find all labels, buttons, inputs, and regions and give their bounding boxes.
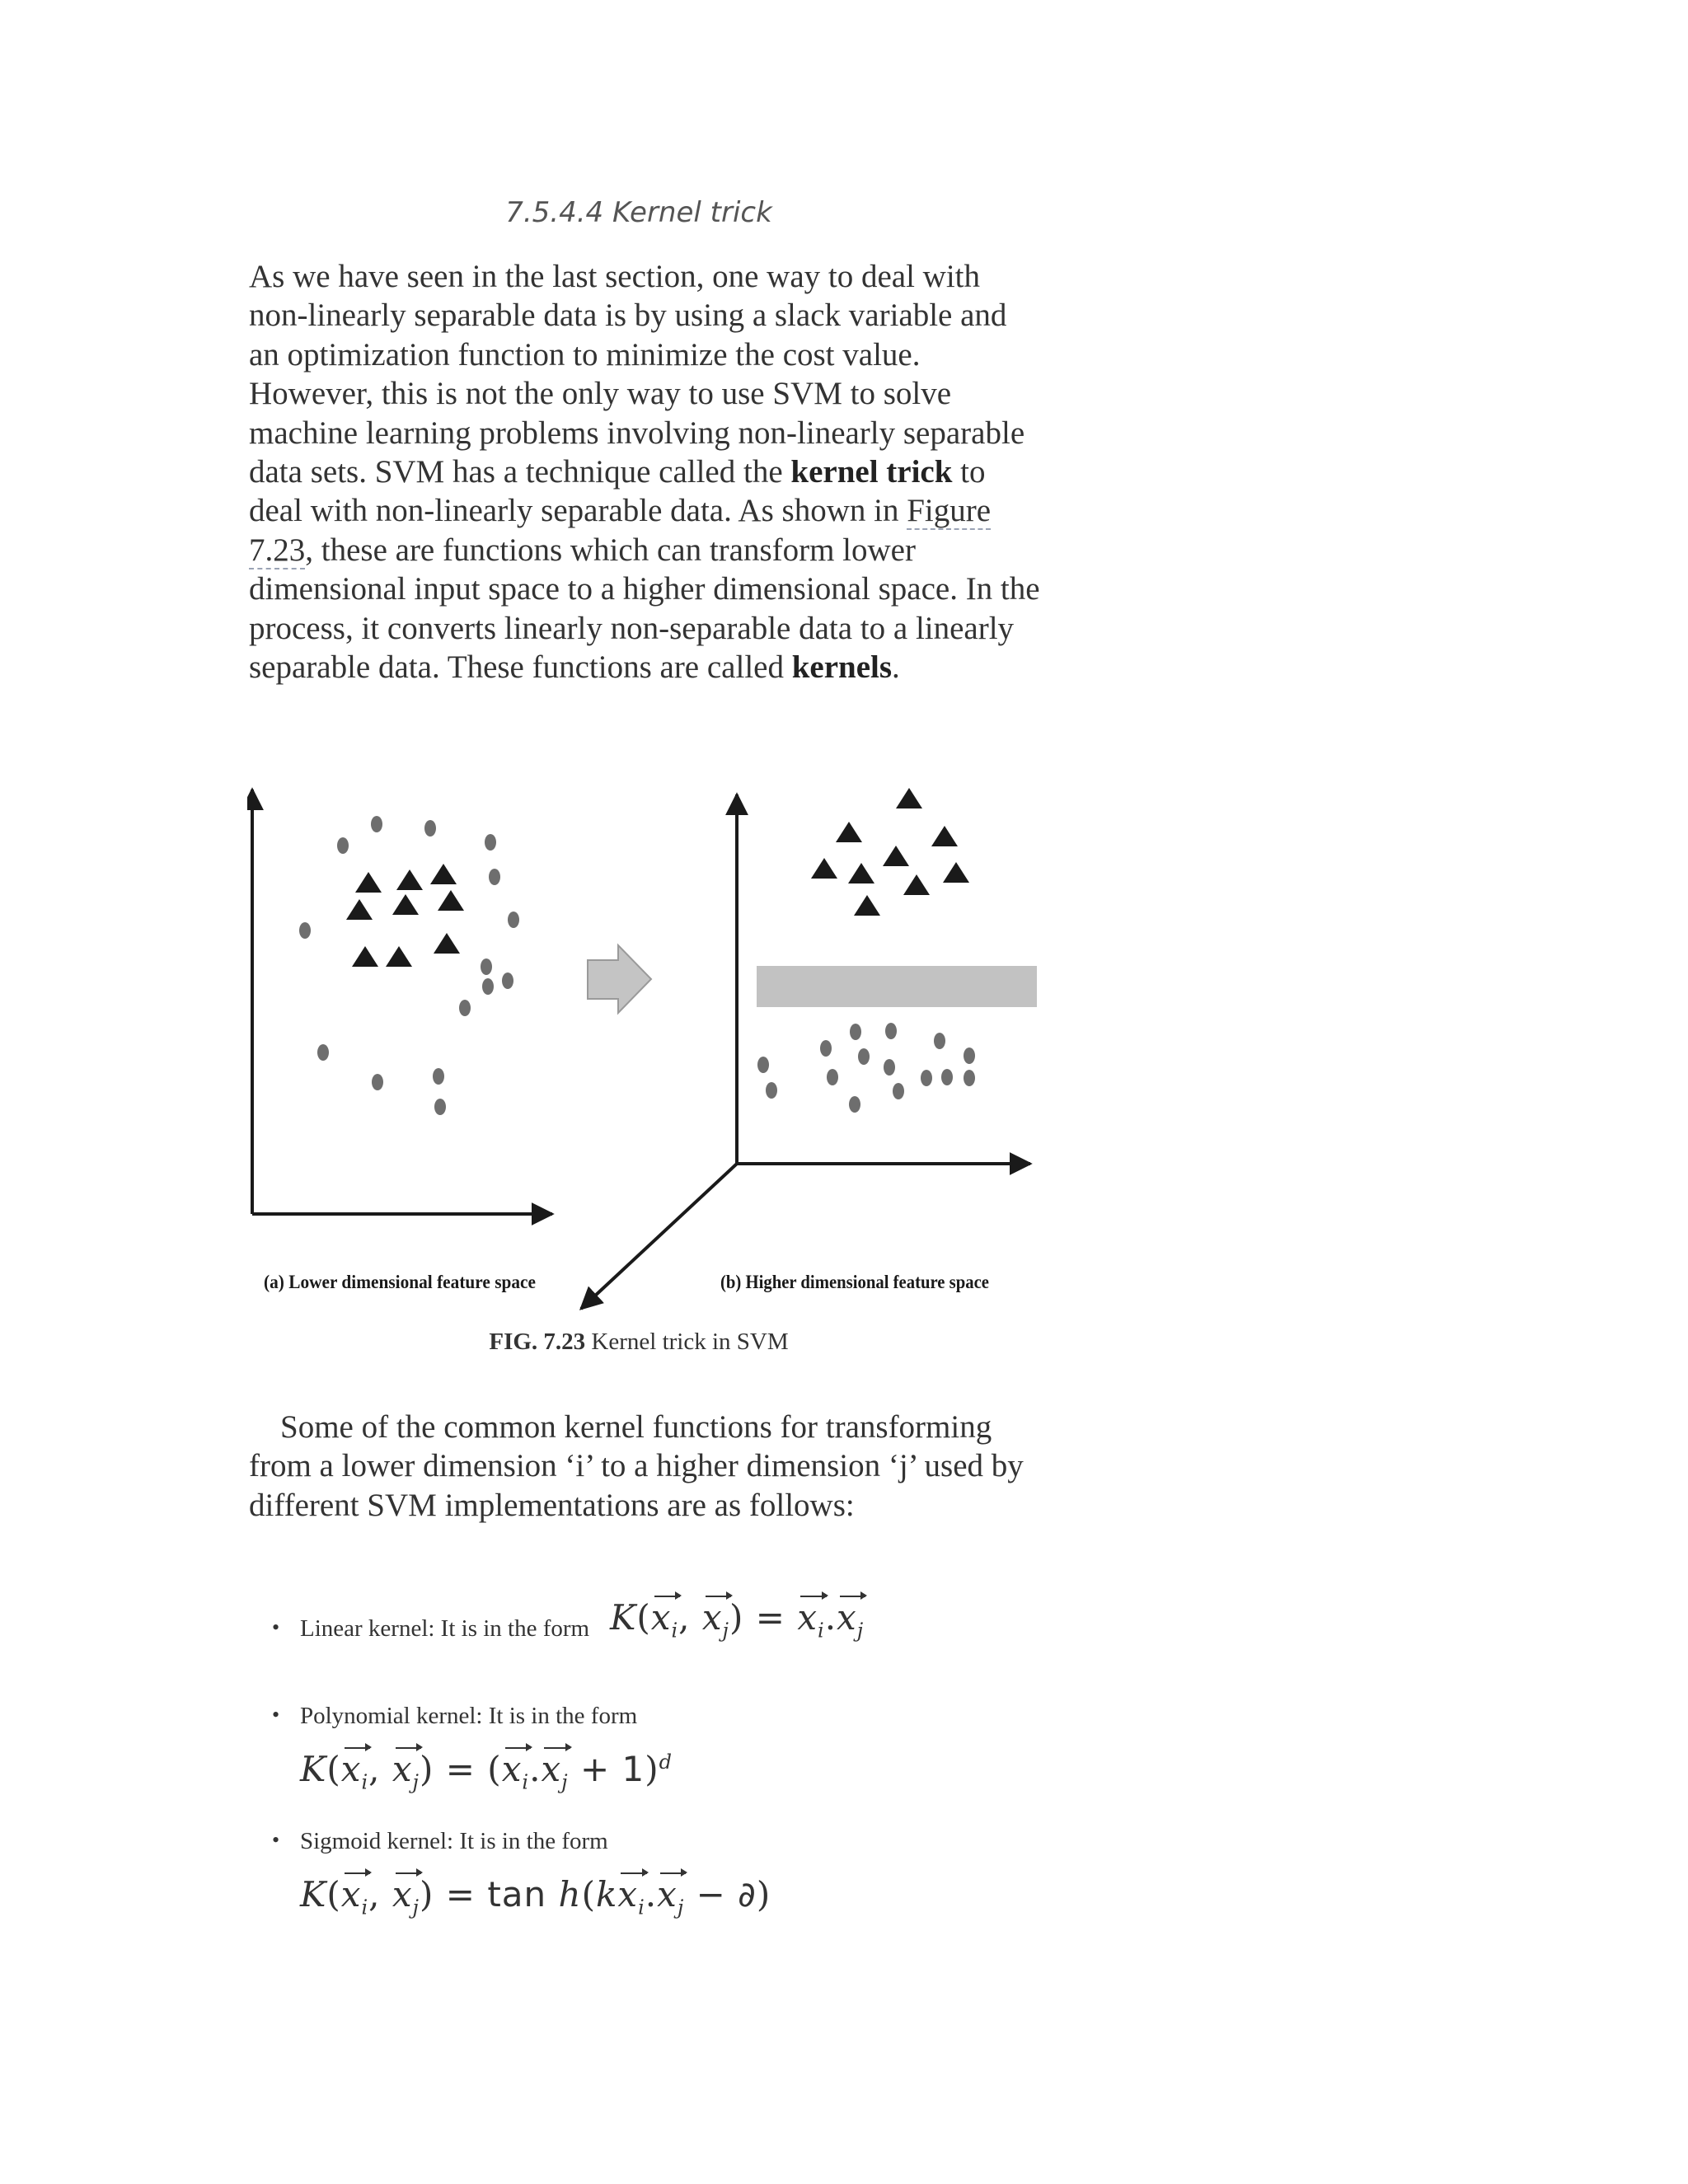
- right-circle-points: [757, 1023, 975, 1113]
- figure-caption: [0, 1329, 1278, 1356]
- circle-point: [372, 1074, 383, 1090]
- figure-caption-text: Kernel trick in SVM: [585, 1329, 789, 1355]
- sigmoid-kernel-label: Sigmoid kernel: It is in the form: [300, 1828, 608, 1854]
- section-heading: 7.5.4.4 Kernel trick: [505, 196, 772, 229]
- circle-point: [820, 1040, 832, 1057]
- triangle-point: [396, 869, 423, 890]
- circle-point: [941, 1069, 953, 1085]
- circle-point: [893, 1083, 904, 1099]
- triangle-point: [352, 946, 378, 967]
- circle-point: [849, 1096, 860, 1113]
- figure-caption-label: FIG. 7.23: [489, 1329, 586, 1355]
- circle-point: [489, 869, 500, 885]
- triangle-point: [811, 858, 837, 879]
- circle-point: [485, 834, 496, 851]
- circle-point: [459, 1000, 471, 1016]
- linear-kernel-formula: $K(x_i$, $x_j) = x_i.x_j$: [610, 1597, 865, 1643]
- left-axes: [252, 790, 552, 1214]
- circle-point: [433, 1068, 444, 1085]
- kernel-trick-figure: [247, 775, 1039, 1319]
- triangle-point: [836, 822, 862, 842]
- term-kernel-trick: kernel trick: [790, 454, 953, 490]
- right-axes: [581, 794, 1030, 1309]
- triangle-point: [903, 874, 930, 895]
- circle-point: [317, 1044, 329, 1061]
- right-triangle-points: [811, 788, 969, 916]
- circle-point: [757, 1057, 769, 1073]
- list-item-sigmoid-kernel: [272, 1828, 1042, 1919]
- triangle-point: [883, 846, 909, 866]
- panel-a-label: (a) Lower dimensional feature space: [264, 1272, 536, 1292]
- kernel-trick-diagram: [247, 775, 1039, 1319]
- triangle-point: [896, 788, 922, 808]
- circle-point: [481, 958, 492, 975]
- term-kernels: kernels: [791, 649, 893, 686]
- sigmoid-kernel-formula: $K(x_i$, $x_j) = \tan h(kx_i.x_j$ − ∂): [300, 1874, 771, 1919]
- triangle-point: [392, 894, 419, 915]
- triangle-point: [355, 872, 382, 893]
- left-triangle-points: [346, 864, 464, 967]
- intro-text-a: As we have seen in the last section, one way to deal with non-linearly separable data is by using a slack variable and an optimization function to minimize the cost value. However, this is not the only way to use SVM to solve machine learning problems involving non-linearly separable data sets. SVM has a technique called the: [249, 259, 1025, 490]
- triangle-point: [438, 890, 464, 911]
- circle-point: [424, 820, 436, 837]
- polynomial-kernel-formula: $K(x_i$, $x_j) = (x_i.x_j + 1)^d$: [300, 1749, 673, 1794]
- circle-point: [482, 978, 494, 995]
- circle-point: [299, 922, 311, 939]
- circle-point: [885, 1023, 897, 1039]
- triangle-point: [434, 933, 460, 954]
- circle-point: [850, 1024, 861, 1040]
- intro-text-c: , these are functions which can transform lower dimensional input space to a higher dimensional space. In the process, it converts linearly non-separable data to a linearly separable data. These functions are called: [249, 532, 1040, 686]
- circle-point: [337, 837, 349, 854]
- circle-point: [921, 1070, 932, 1086]
- kernel-intro-paragraph: Some of the common kernel functions for transforming from a lower dimension ‘i’ to a higher dimension ‘j’ used by different SVM implementations are as follows:: [249, 1409, 1024, 1523]
- panel-b-label: (b) Higher dimensional feature space: [720, 1272, 989, 1292]
- circle-point: [964, 1070, 975, 1086]
- triangle-point: [943, 862, 969, 883]
- right-y-axis: [581, 1164, 737, 1309]
- circle-point: [858, 1048, 870, 1065]
- triangle-point: [931, 826, 958, 846]
- separating-hyperplane: [757, 966, 1037, 1007]
- transform-arrow-icon: [588, 945, 651, 1013]
- triangle-point: [430, 864, 457, 884]
- linear-kernel-label: Linear kernel: It is in the form: [300, 1615, 590, 1642]
- list-item-polynomial-kernel: [272, 1703, 1042, 1794]
- circle-point: [766, 1082, 777, 1099]
- intro-text-d: .: [892, 649, 900, 686]
- intro-text-b: to deal with non-linearly separable data. As shown in: [249, 454, 986, 529]
- circle-point: [371, 816, 382, 832]
- intro-paragraph: [249, 257, 1040, 687]
- circle-point: [434, 1099, 446, 1115]
- circle-point: [508, 912, 519, 928]
- circle-point: [502, 972, 513, 989]
- triangle-point: [848, 863, 874, 883]
- circle-point: [934, 1033, 945, 1049]
- circle-point: [827, 1069, 838, 1085]
- polynomial-kernel-label: Polynomial kernel: It is in the form: [300, 1703, 638, 1729]
- triangle-point: [346, 899, 373, 920]
- triangle-point: [854, 895, 880, 916]
- circle-point: [884, 1059, 895, 1076]
- circle-point: [964, 1047, 975, 1064]
- list-item-linear-kernel: [272, 1597, 1042, 1643]
- triangle-point: [386, 946, 412, 967]
- figure-7-23-link[interactable]: Figure 7.23: [249, 493, 992, 568]
